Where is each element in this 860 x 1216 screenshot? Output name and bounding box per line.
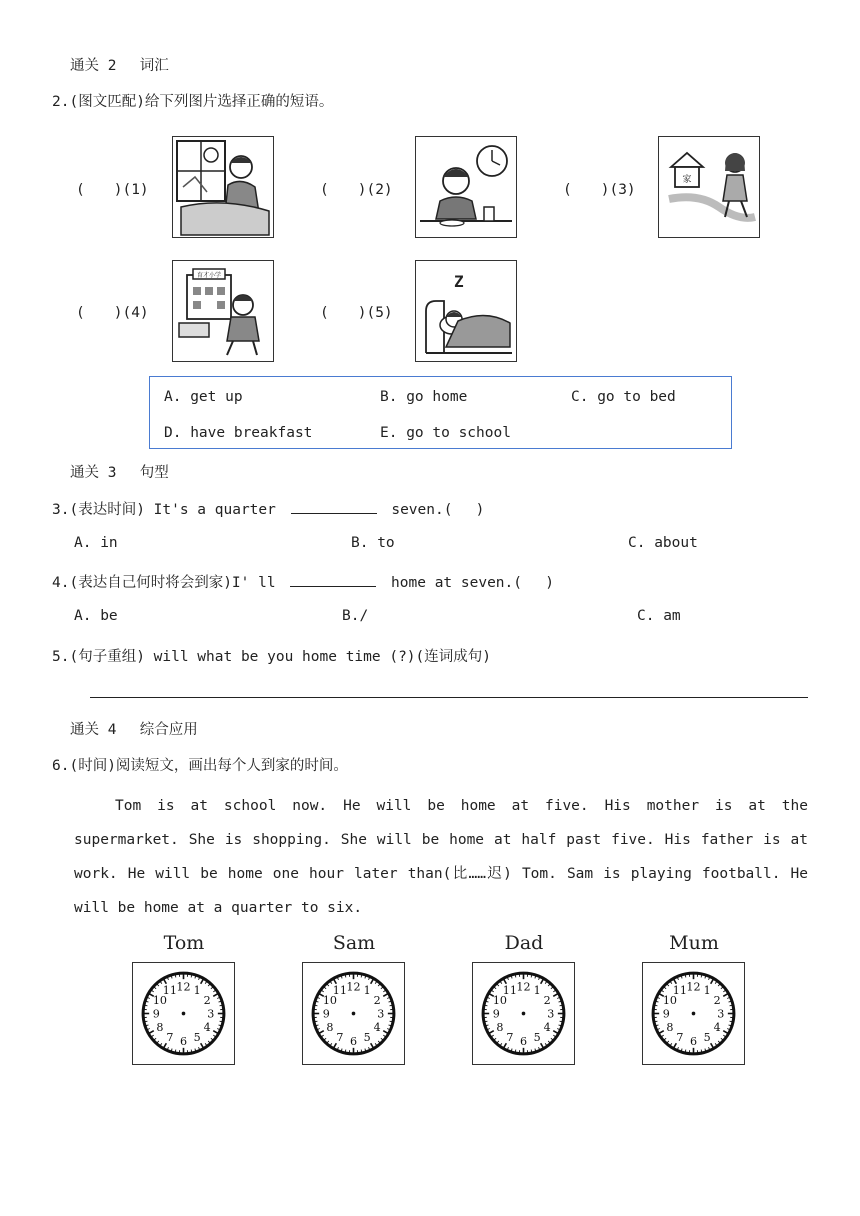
clock-minute-tick <box>191 975 192 977</box>
clock-numeral: 5 <box>193 1031 201 1045</box>
clock-minute-tick <box>145 1021 147 1022</box>
q3-option-a: A. in <box>74 535 118 551</box>
clock-center-dot <box>692 1012 696 1016</box>
clock-numeral: 4 <box>543 1021 551 1035</box>
choices-box <box>149 376 732 449</box>
question-4-blank[interactable] <box>290 572 376 587</box>
answer-slot-2[interactable]: ( )(2) <box>320 182 393 198</box>
clock-minute-tick <box>730 1005 732 1006</box>
clock-numeral: 2 <box>203 993 211 1007</box>
clock-sam[interactable] <box>302 962 405 1065</box>
clock-minute-tick <box>390 1021 392 1022</box>
clock-minute-tick <box>145 1005 147 1006</box>
boy-waking-up-picture <box>173 137 273 237</box>
picture-1 <box>172 136 274 238</box>
clock-minute-tick <box>361 1050 362 1052</box>
clock-minute-tick <box>361 975 362 977</box>
choice-b: B. go home <box>380 389 468 405</box>
clock-numeral: 10 <box>492 993 507 1007</box>
picture-4 <box>172 260 274 362</box>
clock-minute-tick <box>315 1005 317 1006</box>
choice-a: A. get up <box>164 389 243 405</box>
clock-numeral: 10 <box>152 993 167 1007</box>
clock-face <box>303 963 404 1064</box>
reading-passage: Tom is at school now. He will be home at five. His mother is at the supermarket. She is shopping. She will be home at half past five. His father is at work. He will be home one hour later than(比……迟) Tom. Sam is playing football. He will be home at a quarter to six. <box>74 798 808 916</box>
clock-face <box>133 963 234 1064</box>
clock-label-mum: Mum <box>669 932 719 954</box>
q3-option-b: B. to <box>351 535 395 551</box>
clock-minute-tick <box>730 1021 732 1022</box>
clock-numeral: 1 <box>193 983 201 997</box>
clock-minute-tick <box>701 1050 702 1052</box>
question-5-prompt: 5.(句子重组) will what be you home time (?)(连词成句) <box>52 649 491 665</box>
clock-tom[interactable] <box>132 962 235 1065</box>
q4-option-a: A. be <box>74 608 118 624</box>
section-title-vocabulary: 通关 2 词汇 <box>70 58 169 74</box>
clock-label-dad: Dad <box>504 932 544 954</box>
clock-numeral: 11 <box>502 983 517 997</box>
question-3 <box>52 498 484 519</box>
clock-numeral: 2 <box>373 993 381 1007</box>
clock-numeral: 3 <box>377 1007 385 1021</box>
clock-numeral: 5 <box>533 1031 541 1045</box>
answer-slot-3[interactable]: ( )(3) <box>563 182 636 198</box>
q4-option-c: C. am <box>637 608 681 624</box>
question-4-text-after: home at seven.( ) <box>391 575 554 591</box>
clock-numeral: 12 <box>346 980 361 994</box>
clock-numeral: 8 <box>156 1021 164 1035</box>
clock-numeral: 6 <box>519 1034 528 1048</box>
clock-minute-tick <box>685 975 686 977</box>
clock-minute-tick <box>345 1050 346 1052</box>
clock-numeral: 6 <box>689 1034 698 1048</box>
question-3-blank[interactable] <box>291 499 377 514</box>
clock-numeral: 3 <box>207 1007 215 1021</box>
clock-minute-tick <box>175 1050 176 1052</box>
clock-label-sam: Sam <box>332 932 376 954</box>
clock-numeral: 9 <box>322 1007 330 1021</box>
boy-going-to-school-picture <box>173 261 273 361</box>
picture-5 <box>415 260 517 362</box>
clock-numeral: 10 <box>322 993 337 1007</box>
clock-minute-tick <box>485 1005 487 1006</box>
clock-numeral: 1 <box>703 983 711 997</box>
q4-option-b: B./ <box>342 608 369 624</box>
clock-minute-tick <box>345 975 346 977</box>
clock-center-dot <box>182 1012 186 1016</box>
question-5-answer-line[interactable] <box>90 697 808 698</box>
clock-numeral: 7 <box>166 1031 174 1045</box>
clock-numeral: 8 <box>496 1021 504 1035</box>
answer-slot-5[interactable]: ( )(5) <box>320 305 393 321</box>
question-6-prompt: 6.(时间)阅读短文，画出每个人到家的时间。 <box>52 758 348 774</box>
question-4-text-before: 4.(表达自己何时将会到家)I' ll <box>52 575 276 591</box>
clock-center-dot <box>352 1012 356 1016</box>
clock-numeral: 5 <box>363 1031 371 1045</box>
clock-mum[interactable] <box>642 962 745 1065</box>
clock-numeral: 7 <box>676 1031 684 1045</box>
snore-symbol: Z <box>454 272 464 291</box>
choice-d: D. have breakfast <box>164 425 313 441</box>
q3-option-c: C. about <box>628 535 698 551</box>
clock-numeral: 2 <box>713 993 721 1007</box>
clock-numeral: 2 <box>543 993 551 1007</box>
clock-center-dot <box>522 1012 526 1016</box>
clock-numeral: 4 <box>373 1021 381 1035</box>
clock-numeral: 11 <box>162 983 177 997</box>
clock-minute-tick <box>685 1050 686 1052</box>
boy-eating-breakfast-picture <box>416 137 516 237</box>
picture-2 <box>415 136 517 238</box>
section-title-sentence-patterns: 通关 3 句型 <box>70 465 169 481</box>
house-sign-text: 家 <box>682 175 692 185</box>
clock-numeral: 1 <box>533 983 541 997</box>
clock-label-tom: Tom <box>163 932 205 954</box>
clock-minute-tick <box>315 1021 317 1022</box>
clock-numeral: 6 <box>349 1034 358 1048</box>
clock-numeral: 11 <box>332 983 347 997</box>
question-2-prompt: 2.(图文匹配)给下列图片选择正确的短语。 <box>52 94 334 110</box>
choice-c: C. go to bed <box>571 389 676 405</box>
answer-slot-4[interactable]: ( )(4) <box>76 305 149 321</box>
clock-minute-tick <box>531 975 532 977</box>
clock-minute-tick <box>220 1021 222 1022</box>
clock-numeral: 9 <box>662 1007 670 1021</box>
clock-numeral: 12 <box>686 980 701 994</box>
clock-numeral: 6 <box>179 1034 188 1048</box>
clock-numeral: 7 <box>336 1031 344 1045</box>
answer-slot-1[interactable]: ( )(1) <box>76 182 149 198</box>
clock-minute-tick <box>560 1021 562 1022</box>
clock-minute-tick <box>485 1021 487 1022</box>
picture-3 <box>658 136 760 238</box>
school-sign-text: 育才小学 <box>196 272 222 279</box>
clock-minute-tick <box>655 1005 657 1006</box>
clock-dad[interactable] <box>472 962 575 1065</box>
clock-minute-tick <box>531 1050 532 1052</box>
clock-numeral: 12 <box>176 980 191 994</box>
clock-numeral: 8 <box>666 1021 674 1035</box>
clock-numeral: 4 <box>713 1021 721 1035</box>
clock-minute-tick <box>701 975 702 977</box>
boy-sleeping-picture <box>416 261 516 361</box>
clock-face <box>643 963 744 1064</box>
clock-minute-tick <box>655 1021 657 1022</box>
clock-minute-tick <box>560 1005 562 1006</box>
choice-e: E. go to school <box>380 425 511 441</box>
clock-minute-tick <box>175 975 176 977</box>
clock-minute-tick <box>515 975 516 977</box>
clock-numeral: 8 <box>326 1021 334 1035</box>
clock-numeral: 9 <box>152 1007 160 1021</box>
question-4 <box>52 571 554 592</box>
girl-going-home-picture <box>659 137 759 237</box>
clock-numeral: 9 <box>492 1007 500 1021</box>
question-3-text-after: seven.( ) <box>391 502 485 518</box>
clock-minute-tick <box>220 1005 222 1006</box>
clock-numeral: 11 <box>672 983 687 997</box>
question-3-text-before: 3.(表达时间) It's a quarter <box>52 502 276 518</box>
clock-numeral: 5 <box>703 1031 711 1045</box>
clock-numeral: 3 <box>717 1007 725 1021</box>
clock-face <box>473 963 574 1064</box>
clock-numeral: 10 <box>662 993 677 1007</box>
section-title-comprehensive: 通关 4 综合应用 <box>70 722 198 738</box>
clock-numeral: 4 <box>203 1021 211 1035</box>
clock-minute-tick <box>390 1005 392 1006</box>
clock-numeral: 7 <box>506 1031 514 1045</box>
clock-minute-tick <box>515 1050 516 1052</box>
clock-minute-tick <box>191 1050 192 1052</box>
clock-numeral: 3 <box>547 1007 555 1021</box>
clock-numeral: 12 <box>516 980 531 994</box>
clock-numeral: 1 <box>363 983 371 997</box>
